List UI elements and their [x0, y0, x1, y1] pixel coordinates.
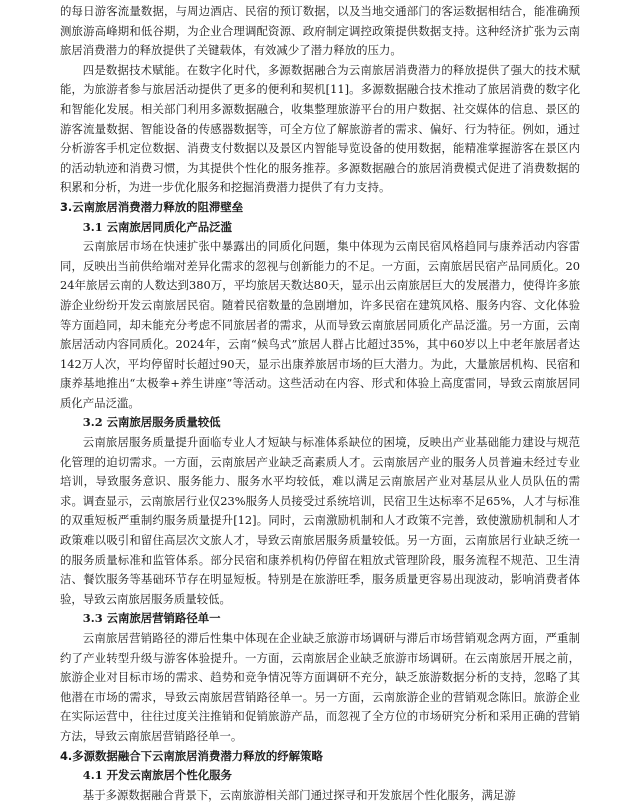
body-paragraph: 云南旅居市场在快速扩张中暴露出的同质化问题，集中体现为云南民宿风格趋同与康养活动内容雷同，反映出当前供给端对差异化需求的忽视与创新能力的不足。一方面，云南旅居民宿产品同质化。2024年旅居云南的人数达到380万，平均旅居天数达80天，显示出云南旅居巨大的发展潜力，使得许多旅游企业纷纷开发云南旅居民宿。随着民宿数量的急剧增加，许多民宿在建筑风格、服务内容、文化体验等方面趋同，却未能充分考虑不同旅居者的需求，从而导致云南旅居同质化产品泛滥。另一方面，云南旅居活动内容同质化。2024年，云南“候鸟式”旅居人群占比超过35%，其中60岁以上中老年旅居者达142万人次，平均停留时长超过90天，显示出康养旅居市场的巨大潜力。为此，大量旅居机构、民宿和康养基地推出“太极拳+养生讲座”等活动。这些活动在内容、形式和体验上高度雷同，导致云南旅居同质化产品泛滥。: [60, 239, 580, 410]
subsection-heading: 3.3 云南旅居营销路径单一: [82, 611, 221, 626]
body-paragraph: 基于多源数据融合背景下，云南旅游相关部门通过探寻和开发旅居个性化服务，满足游: [82, 787, 516, 802]
body-paragraph: 的每日游客流量数据，与周边酒店、民宿的预订数据，以及当地交通部门的客运数据相结合，能准确预测旅游高峰期和低谷期，为企业合理调配资源、政府制定调控政策提供数据支持。这种经济扩张为云南旅居消费潜力的释放提供了关键载体，有效减少了潜力释放的压力。: [60, 4, 580, 58]
body-paragraph: 云南旅居营销路径的滞后性集中体现在企业缺乏旅游市场调研与滞后市场营销观念两方面，严重制约了产业转型升级与游客体验提升。一方面，云南旅居企业缺乏旅游市场调研。在云南旅居开展之前，旅游企业对目标市场的需求、趋势和竞争情况等方面调研不充分，缺乏旅游数据分析的支持，忽略了其他潜在市场的需求，导致云南旅居营销路径单一。另一方面，云南旅游企业的营销观念陈旧。旅游企业在实际运营中，往往过度关注推销和促销旅游产品，而忽视了全方位的市场研究分析和采用正确的营销方法，导致云南旅居营销路径单一。: [60, 631, 580, 743]
section-heading: 4.多源数据融合下云南旅居消费潜力释放的纾解策略: [60, 748, 323, 763]
subsection-heading: 4.1 开发云南旅居个性化服务: [82, 768, 232, 783]
section-heading: 3.云南旅居消费潜力释放的阻滞壁垒: [60, 199, 244, 214]
subsection-heading: 3.2 云南旅居服务质量较低: [82, 415, 221, 430]
body-paragraph: 四是数据技术赋能。在数字化时代，多源数据融合为云南旅居消费潜力的释放提供了强大的技术赋能，为旅游者参与旅居活动提供了更多的便利和契机[11]。多源数据融合技术推动了旅居消费的数字化和智能化发展。相关部门利用多源数据融合，收集整理旅游平台的用户数据、社交媒体的信息、景区的游客流量数据、智能设备的传感器数据等，可全方位了解旅游者的需求、偏好、行为特征。例如，通过分析游客手机定位数据、消费支付数据以及景区内智能导览设备的使用数据，能精准掌握游客在景区内的活动轨迹和消费习惯，为其提供个性化的服务推荐。多源数据融合的旅居消费模式促进了消费数据的积累和分析，为进一步优化服务和挖掘消费潜力提供了有力支持。: [60, 62, 580, 195]
body-paragraph: 云南旅居服务质量提升面临专业人才短缺与标准体系缺位的困境，反映出产业基础能力建设与规范化管理的迫切需求。一方面，云南旅居产业缺乏高素质人才。云南旅居产业的服务人员普遍未经过专业培训，导致服务意识、服务能力、服务水平均较低，难以满足云南旅居产业对基层从业人员队伍的需求。调查显示，云南旅居行业仅23%服务人员接受过系统培训，民宿卫生达标率不足65%，人才与标准的双重短板严重制约服务质量提升[12]。同时，云南激励机制和人才政策不完善，致使激励机制和人才政策难以吸引和留住高层次文旅人才，导致云南旅居服务质量较低。另一方面，云南旅居行业缺乏统一的服务质量标准和监管体系。部分民宿和康养机构仍停留在粗放式管理阶段，服务流程不规范、卫生清洁、餐饮服务等基础环节存在明显短板。特别是在旅游旺季，服务质量更容易出现波动，影响消费者体验，导致云南旅居服务质量较低。: [60, 435, 580, 606]
subsection-heading: 3.1 云南旅居同质化产品泛滥: [82, 219, 232, 234]
